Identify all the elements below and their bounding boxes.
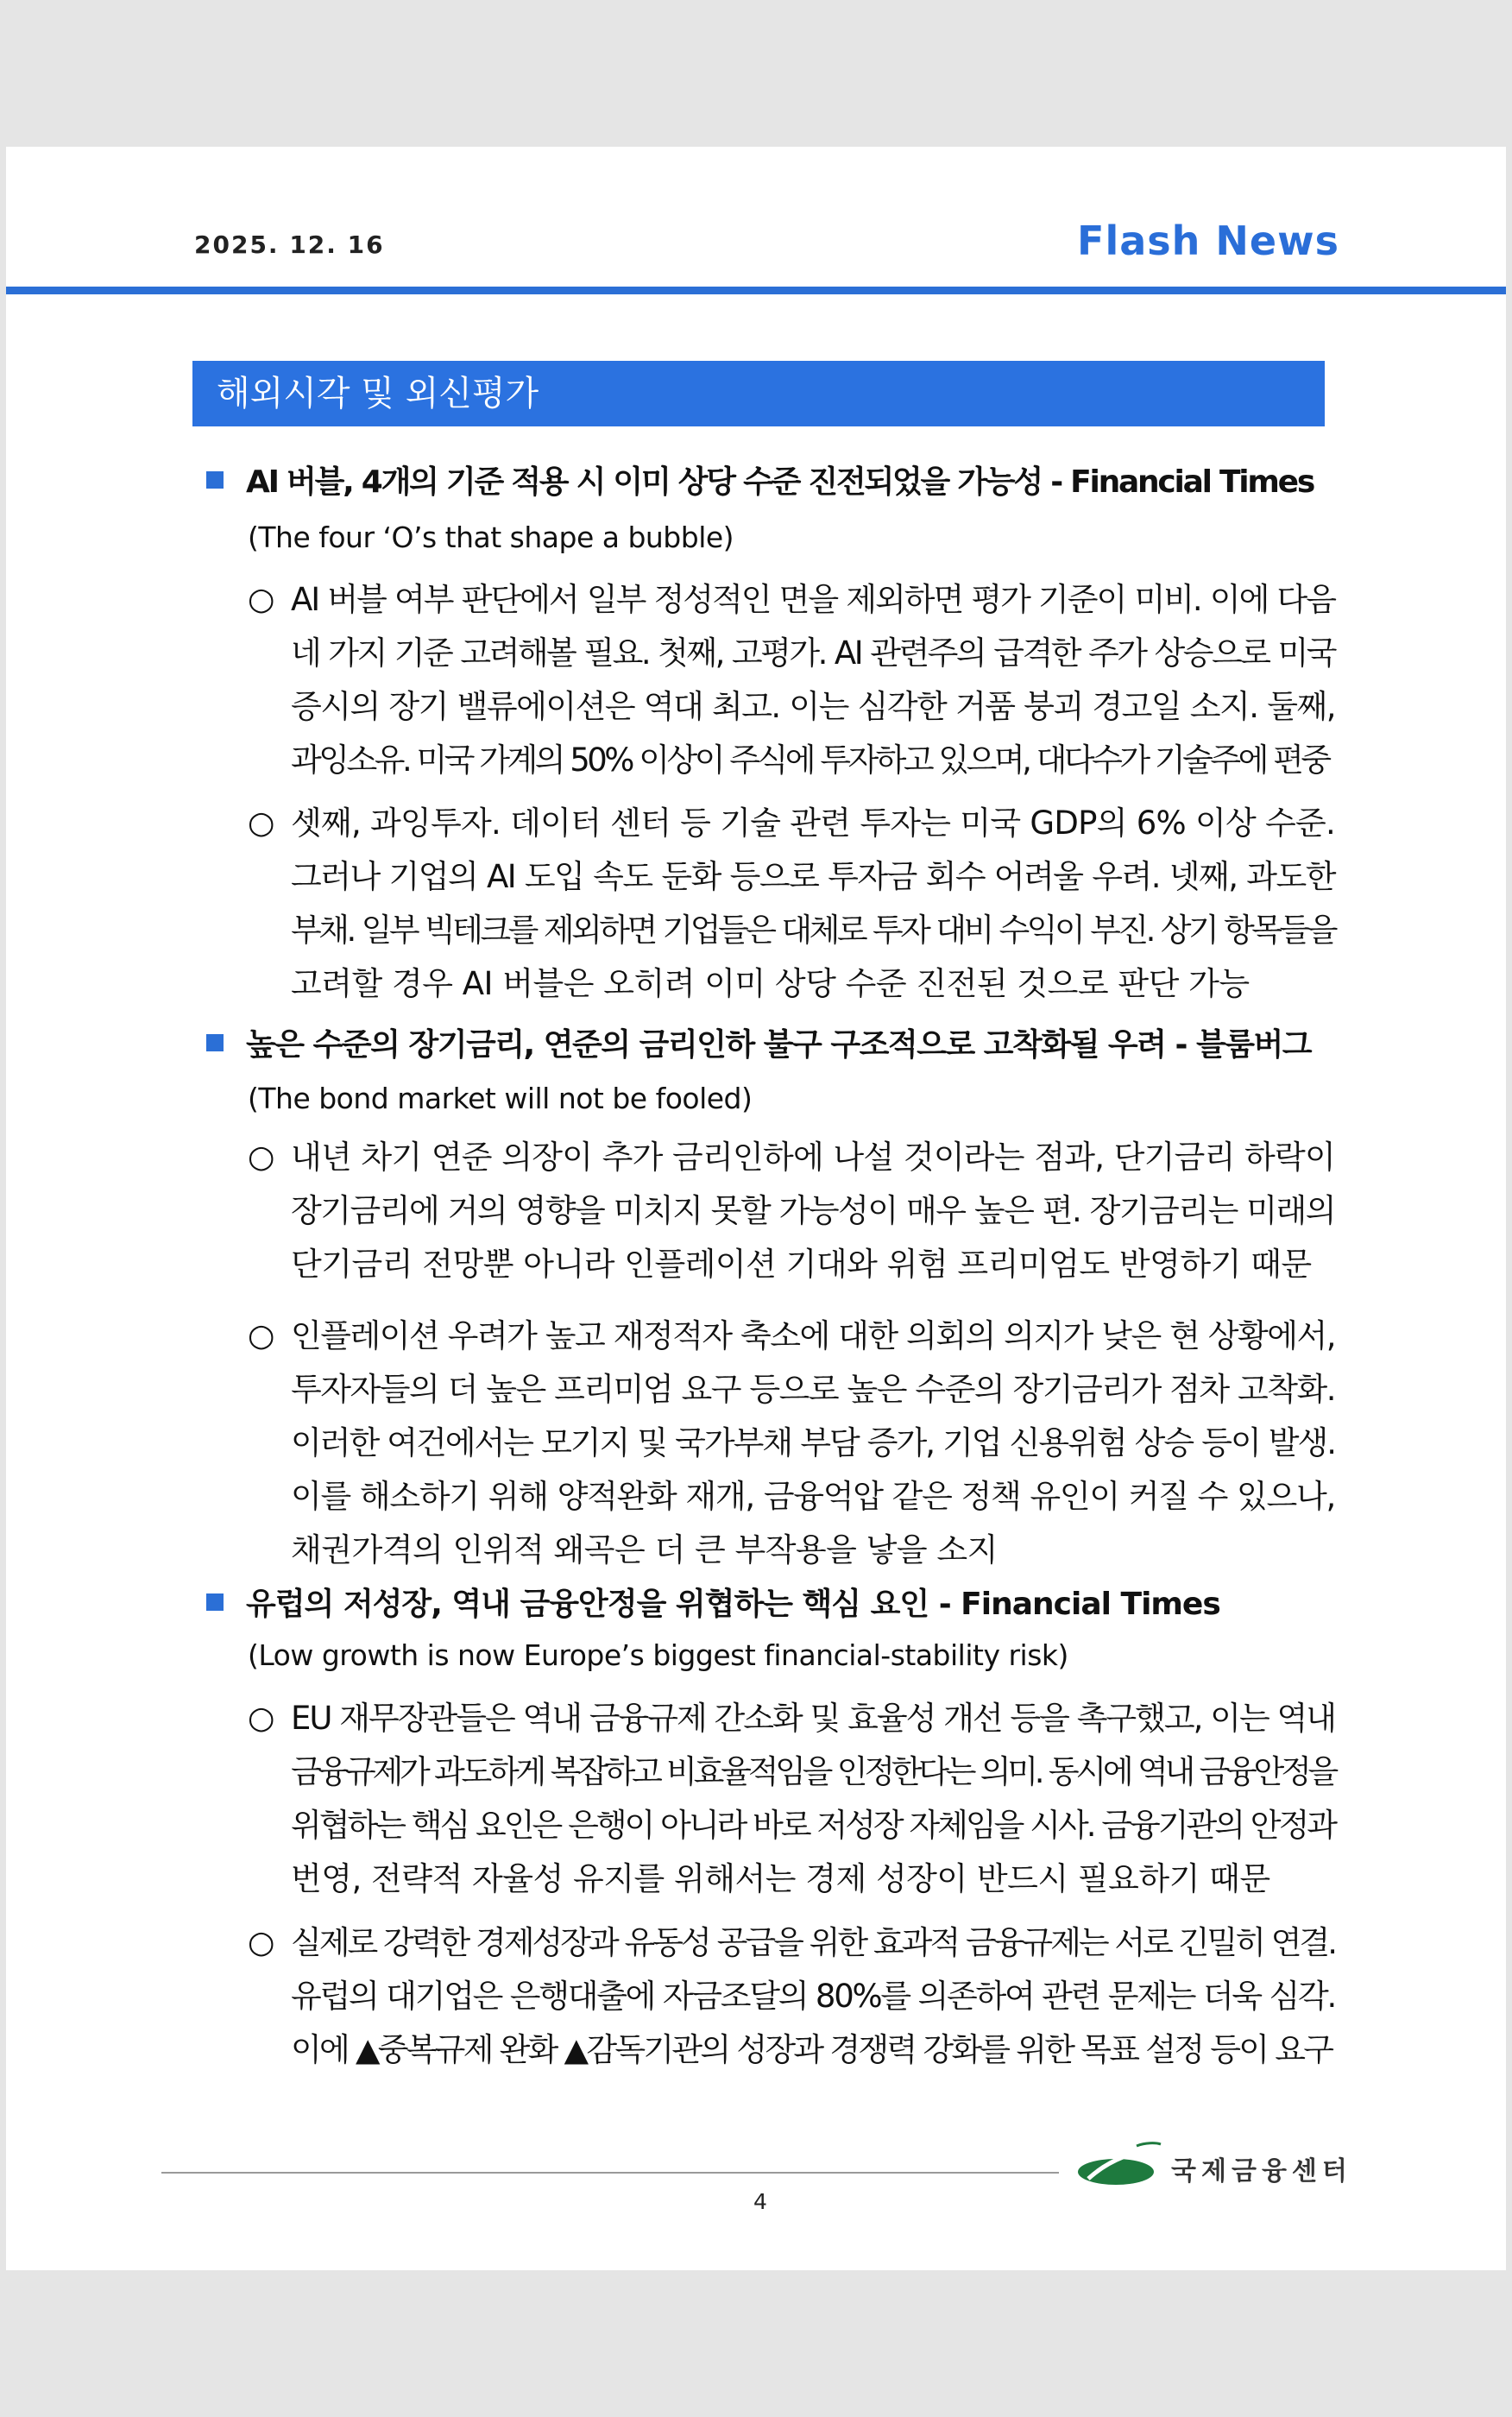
page-number: 4 <box>753 2189 767 2214</box>
article-heading <box>206 1580 1220 1624</box>
document-page <box>6 147 1506 2270</box>
paragraph-line: 이를 해소하기 위해 양적완화 재개, 금융억압 같은 정책 유인이 커질 수 있으나, <box>291 1478 1335 1515</box>
circle-bullet-icon: ○ <box>248 582 274 617</box>
blue-square-icon <box>206 1593 224 1611</box>
article-heading <box>206 1020 1311 1064</box>
circle-bullet-icon: ○ <box>248 805 274 841</box>
paragraph-line: 증시의 장기 밸류에이션은 역대 최고. 이는 심각한 거품 붕괴 경고일 소지. 둘째, <box>291 688 1335 725</box>
paragraph-line: 위협하는 핵심 요인은 은행이 아니라 바로 저성장 자체임을 시사. 금융기관의 안정과 <box>291 1807 1335 1844</box>
article-subtitle: (The four ‘O’s that shape a bubble) <box>248 521 734 554</box>
paragraph-line: 셋째, 과잉투자. 데이터 센터 등 기술 관련 투자는 미국 GDP의 6% 이상 수준. <box>291 805 1335 842</box>
circle-bullet-icon: ○ <box>248 1701 274 1736</box>
kcif-logo <box>1076 2141 1352 2189</box>
paragraph-line: 유럽의 대기업은 은행대출에 자금조달의 80%를 의존하여 관련 문제는 더욱 심각. <box>291 1978 1335 2015</box>
article-subtitle: (Low growth is now Europe’s biggest financial-stability risk) <box>248 1638 1068 1672</box>
paragraph-line: 금융규제가 과도하게 복잡하고 비효율적임을 인정한다는 의미. 동시에 역내 금융안정을 <box>291 1753 1335 1790</box>
paragraph-line: 내년 차기 연준 의장이 추가 금리인하에 나설 것이라는 점과, 단기금리 하락이 <box>291 1139 1335 1176</box>
logo-text: 국제금융센터 <box>1171 2156 1352 2187</box>
paragraph-line: 그러나 기업의 AI 도입 속도 둔화 등으로 투자금 회수 어려울 우려. 넷째, 과도한 <box>291 858 1335 895</box>
paragraph-line: 단기금리 전망뿐 아니라 인플레이션 기대와 위험 프리미엄도 반영하기 때문 <box>291 1246 1312 1283</box>
kcif-logo-icon <box>1076 2141 1162 2189</box>
header-divider <box>6 287 1506 294</box>
paragraph-line: 이러한 여건에서는 모기지 및 국가부채 부담 증가, 기업 신용위험 상승 등이 발생. <box>291 1424 1335 1461</box>
publish-date: 2025. 12. 16 <box>194 230 385 259</box>
article-heading-text: 높은 수준의 장기금리, 연준의 금리인하 불구 구조적으로 고착화될 우려 - 블룸버그 <box>246 1027 1312 1063</box>
paragraph-line: AI 버블 여부 판단에서 일부 정성적인 면을 제외하면 평가 기준이 미비. 이에 다음 <box>291 581 1335 618</box>
paragraph-line: 네 가지 기준 고려해볼 필요. 첫째, 고평가. AI 관련주의 급격한 주가 상승으로 미국 <box>291 634 1335 672</box>
blue-square-icon <box>206 471 224 489</box>
section-title: 해외시각 및 외신평가 <box>192 361 1325 426</box>
paragraph-line: 고려할 경우 AI 버블은 오히려 이미 상당 수준 진전된 것으로 판단 가능 <box>291 965 1250 1002</box>
paragraph-line: 장기금리에 거의 영향을 미치지 못할 가능성이 매우 높은 편. 장기금리는 미래의 <box>291 1192 1335 1229</box>
paragraph-line: 채권가격의 인위적 왜곡은 더 큰 부작용을 낳을 소지 <box>291 1531 998 1568</box>
article-heading <box>206 458 1314 502</box>
paragraph-line: 실제로 강력한 경제성장과 유동성 공급을 위한 효과적 금융규제는 서로 긴밀히 연결. <box>291 1924 1335 1961</box>
footer-divider <box>161 2172 1059 2174</box>
circle-bullet-icon: ○ <box>248 1925 274 1960</box>
paragraph-line: 투자자들의 더 높은 프리미엄 요구 등으로 높은 수준의 장기금리가 점차 고착화. <box>291 1371 1335 1408</box>
paragraph-line: 인플레이션 우려가 높고 재정적자 축소에 대한 의회의 의지가 낮은 현 상황에서, <box>291 1317 1335 1354</box>
paragraph-line: 번영, 전략적 자율성 유지를 위해서는 경제 성장이 반드시 필요하기 때문 <box>291 1860 1270 1897</box>
circle-bullet-icon: ○ <box>248 1139 274 1175</box>
article-subtitle: (The bond market will not be fooled) <box>248 1082 753 1115</box>
paragraph-line: EU 재무장관들은 역내 금융규제 간소화 및 효율성 개선 등을 촉구했고, 이는 역내 <box>291 1700 1335 1737</box>
blue-square-icon <box>206 1034 224 1051</box>
flash-news-title: Flash News <box>1077 218 1339 264</box>
circle-bullet-icon: ○ <box>248 1318 274 1354</box>
paragraph-line: 과잉소유. 미국 가계의 50% 이상이 주식에 투자하고 있으며, 대다수가 기술주에 편중 <box>291 742 1329 779</box>
article-heading-text: 유럽의 저성장, 역내 금융안정을 위협하는 핵심 요인 - Financial Times <box>246 1587 1220 1622</box>
paragraph-line: 이에 ▲중복규제 완화 ▲감독기관의 성장과 경쟁력 강화를 위한 목표 설정 등이 요구 <box>291 2031 1332 2068</box>
paragraph-line: 부채. 일부 빅테크를 제외하면 기업들은 대체로 투자 대비 수익이 부진. 상기 항목들을 <box>291 912 1335 949</box>
article-heading-text: AI 버블, 4개의 기준 적용 시 이미 상당 수준 진전되었을 가능성 - Financial Times <box>246 464 1314 500</box>
